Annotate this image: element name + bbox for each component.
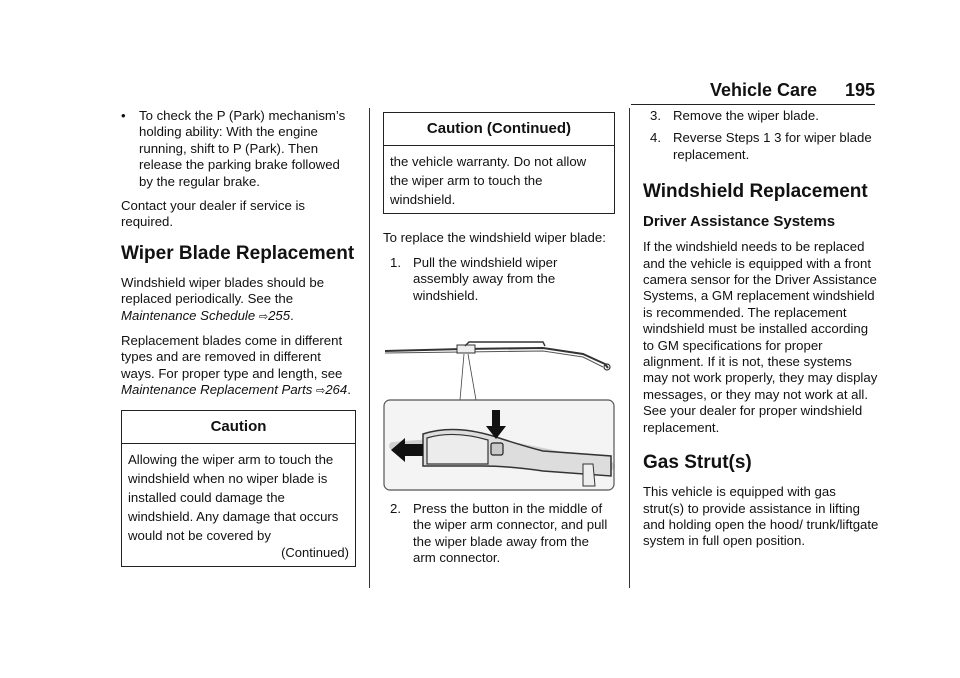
period: . <box>347 382 351 398</box>
page-ref-number[interactable]: 255 <box>268 307 291 323</box>
caution-title: Caution (Continued) <box>384 113 614 146</box>
step-text: Remove the wiper blade. <box>673 108 819 123</box>
windshield-paragraph: If the windshield needs to be replaced and the vehicle is equipped with a front camera sensor for the Driver Assistance Systems, a GM replacement windshield is recommended. The replacement windshield must be installed according to GM specifications for proper alignment. If it is not, these systems may not work properly, they may display messages, or they may not work at all. See your dealer for proper windshield replacement. <box>643 239 878 435</box>
step-text: Press the button in the middle of the wiper arm connector, and pull the wiper blade away from the arm connector. <box>413 501 608 566</box>
column-1 <box>121 108 356 577</box>
wiper-diagram <box>383 326 615 491</box>
running-header <box>700 80 875 106</box>
maintenance-replacement-parts-link[interactable]: Maintenance Replacement Parts <box>121 382 313 398</box>
step-1 <box>383 255 615 304</box>
column-divider-2 <box>629 108 630 588</box>
step-number: 3. <box>650 108 661 123</box>
caution-text: Allowing the wiper arm to touch the windshield when no wiper blade is installed could damage the windshield. Any damage that occurs would not be covered by <box>128 452 339 544</box>
header-rule <box>631 104 875 105</box>
step-text: Pull the windshield wiper assembly away from the windshield. <box>413 254 558 303</box>
wiper-paragraph-1 <box>121 275 356 325</box>
step-number: 4. <box>650 130 661 146</box>
paragraph-text: Replacement blades come in different types and are removed in different ways. For proper type and length, see <box>121 333 343 381</box>
intro-text: To replace the windshield wiper blade: <box>383 230 606 246</box>
gas-strut-paragraph: This vehicle is equipped with gas strut(s) to provide assistance in lifting and holding open the hood/ trunk/liftgate system in full open position. <box>643 484 879 549</box>
caution-body <box>122 444 355 566</box>
paragraph-text: Windshield wiper blades should be replaced periodically. See the <box>121 274 325 307</box>
column-divider-1 <box>369 108 370 588</box>
caution-title: Caution <box>122 411 355 444</box>
bullet-mark: • <box>121 108 126 123</box>
continued-label: (Continued) <box>281 545 349 561</box>
step-text: Reverse Steps 1 3 for wiper blade replacement. <box>673 130 872 162</box>
heading-windshield-replacement: Windshield Replacement <box>643 181 868 203</box>
page-ref-arrow-icon: ⇨ <box>258 310 269 323</box>
wiper-illustration <box>383 326 615 491</box>
page-ref-number[interactable]: 264 <box>325 382 348 398</box>
contact-dealer-text: Contact your dealer if service is required. <box>121 198 305 230</box>
step-4 <box>643 130 879 163</box>
page-ref-arrow-icon: ⇨ <box>316 385 326 398</box>
step-3 <box>643 108 879 124</box>
step-2 <box>383 501 615 567</box>
arm-connector <box>457 345 475 353</box>
heading-wiper-blade-replacement: Wiper Blade Replacement <box>121 242 355 264</box>
column-2 <box>383 108 615 573</box>
caution-body: the vehicle warranty. Do not allow the wiper arm to touch the windshield. <box>390 154 587 208</box>
list-item <box>121 108 356 190</box>
caution-box <box>121 410 356 567</box>
step-number: 2. <box>390 501 401 517</box>
column-3 <box>643 108 879 558</box>
period: . <box>290 307 294 323</box>
release-button <box>491 443 503 455</box>
wiper-paragraph-2 <box>121 333 356 400</box>
page-number: 195 <box>844 80 875 100</box>
maintenance-schedule-link[interactable]: Maintenance Schedule <box>121 307 256 323</box>
bullet-text: To check the P (Park) mechanism’s holding ability: With the engine running, shift to P (Park). Then release the parking brake followed by the regular brake. <box>139 108 346 189</box>
heading-gas-struts: Gas Strut(s) <box>643 452 752 474</box>
section-title: Vehicle Care <box>710 80 818 100</box>
step-number: 1. <box>390 254 401 270</box>
caution-box-continued <box>383 112 615 214</box>
subheading-driver-assistance: Driver Assistance Systems <box>643 213 836 231</box>
